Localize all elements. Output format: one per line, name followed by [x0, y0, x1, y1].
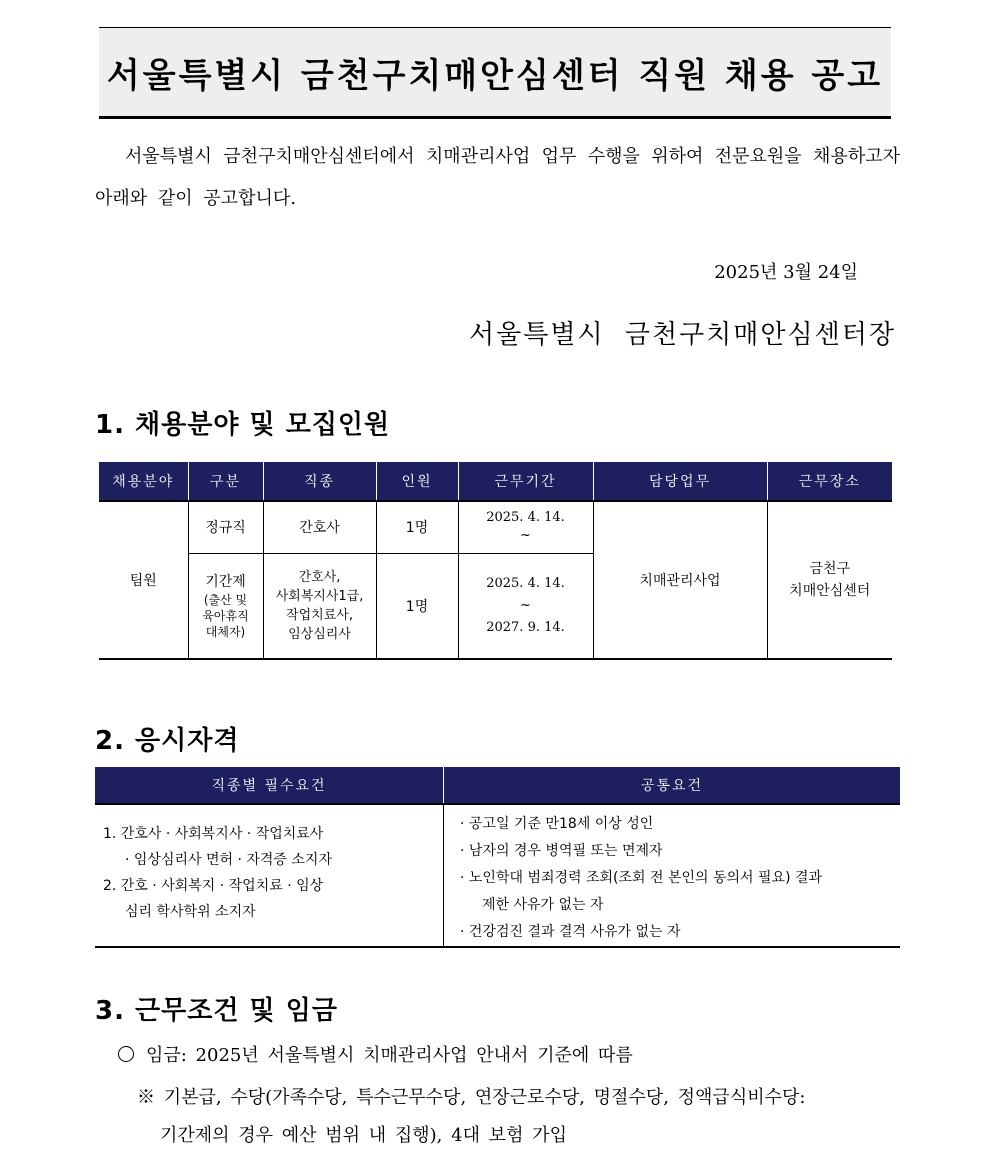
- intro-paragraph: 서울특별시 금천구치매안심센터에서 치매관리사업 업무 수행을 위하여 전문요원을 채용하고자 아래와 같이 공고합니다.: [95, 146, 900, 209]
- header-common: 공통요건: [444, 767, 901, 804]
- type-note: 육아휴직: [202, 608, 249, 623]
- qualification-table: [95, 767, 900, 948]
- period-separator: ~: [520, 528, 531, 544]
- period-start: 2025. 4. 14.: [486, 510, 565, 526]
- requirement-line: 제한 사유가 없는 자: [482, 897, 604, 913]
- type-main: 기간제: [205, 573, 246, 590]
- table-header-row: [95, 767, 900, 804]
- requirement-line: 2. 간호 · 사회복지 · 작업치료 · 임상: [103, 878, 324, 894]
- signer: 서울특별시 금천구치매안심센터장: [468, 320, 896, 350]
- circle-bullet-icon: [118, 1046, 134, 1062]
- count-cell: 1명: [376, 501, 458, 553]
- job-cell: 간호사: [263, 501, 376, 553]
- section3-heading: 3. 근무조건 및 임금: [95, 996, 338, 1026]
- place-cell: [767, 501, 892, 659]
- requirement-line: · 노인학대 범죄경력 조회(조회 전 본인의 동의서 필요) 결과: [460, 870, 823, 886]
- period-separator: ~: [520, 597, 531, 613]
- table-row: [95, 804, 900, 947]
- job-line: 작업치료사,: [286, 607, 353, 623]
- period-end: 2027. 9. 14.: [486, 619, 565, 635]
- period-cell: [458, 501, 593, 553]
- header-job: 직종: [263, 462, 376, 501]
- type-note: 대체자): [205, 624, 246, 639]
- header-duty: 담당업무: [593, 462, 767, 501]
- type-cell: [188, 553, 263, 659]
- place-line: 치매안심센터: [789, 583, 871, 599]
- header-count: 인원: [376, 462, 458, 501]
- requirement-line: · 공고일 기준 만18세 이상 성인: [460, 816, 654, 832]
- wage-line: [118, 1041, 633, 1067]
- required-cell: [95, 804, 444, 947]
- common-cell: [444, 804, 901, 947]
- job-cell: [263, 553, 376, 659]
- table-row: [99, 501, 892, 553]
- section1-heading: 1. 채용분야 및 모집인원: [95, 410, 391, 440]
- period-start: 2025. 4. 14.: [486, 575, 565, 591]
- wage-note: ※ 기본급, 수당(가족수당, 특수근무수당, 연장근로수당, 명절수당, 정액급식비수당:: [137, 1087, 806, 1108]
- header-type: 구분: [188, 462, 263, 501]
- type-cell: 정규직: [188, 501, 263, 553]
- header-required: 직종별 필수요건: [95, 767, 444, 804]
- header-period: 근무기간: [458, 462, 593, 501]
- period-cell: [458, 553, 593, 659]
- wage-note: 기간제의 경우 예산 범위 내 집행), 4대 보험 가입: [160, 1125, 567, 1146]
- announcement-date: 2025년 3월 24일: [714, 262, 858, 283]
- count-cell: 1명: [376, 553, 458, 659]
- requirement-line: · 임상심리사 면허 · 자격증 소지자: [125, 852, 332, 868]
- type-note: (출산 및: [203, 592, 248, 607]
- job-line: 간호사,: [298, 569, 341, 585]
- header-place: 근무장소: [767, 462, 892, 501]
- duty-cell: 치매관리사업: [593, 501, 767, 659]
- header-field: 채용분야: [99, 462, 188, 501]
- page-title: 서울특별시 금천구치매안심센터 직원 채용 공고: [99, 27, 891, 119]
- requirement-line: 심리 학사학위 소지자: [125, 904, 256, 920]
- job-line: 사회복지사1급,: [275, 588, 364, 604]
- table-header-row: [99, 462, 892, 501]
- field-cell: 팀원: [99, 501, 188, 659]
- job-line: 임상심리사: [288, 626, 351, 642]
- requirement-line: 1. 간호사 · 사회복지사 · 작업치료사: [103, 826, 324, 842]
- place-line: 금천구: [809, 561, 851, 577]
- wage-text: 임금: 2025년 서울특별시 치매관리사업 안내서 기준에 따름: [146, 1045, 633, 1066]
- recruitment-table: [99, 462, 892, 660]
- requirement-line: · 건강검진 결과 결격 사유가 없는 자: [460, 924, 681, 940]
- section2-heading: 2. 응시자격: [95, 726, 240, 756]
- requirement-line: · 남자의 경우 병역필 또는 면제자: [460, 843, 663, 859]
